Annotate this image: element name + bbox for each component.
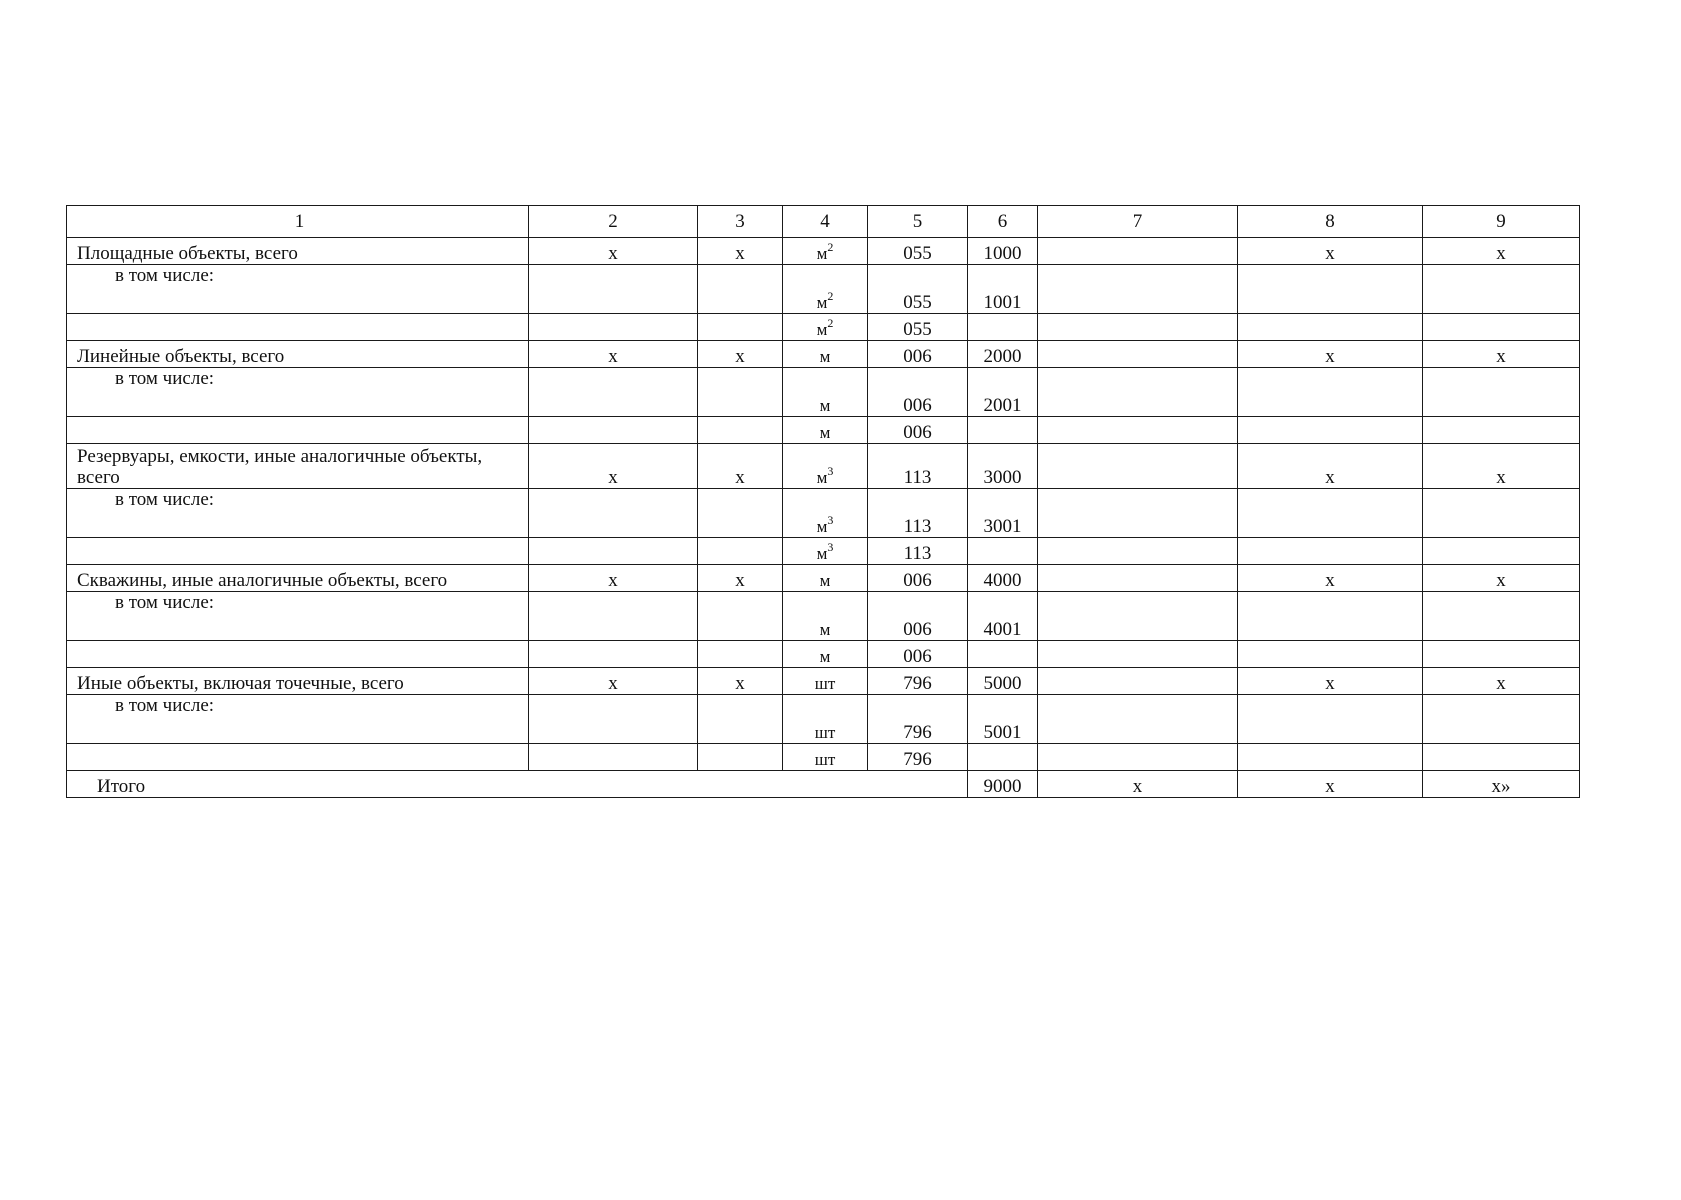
col-8-cell: х <box>1238 771 1423 798</box>
col-6-cell <box>968 641 1038 668</box>
col-3-cell: х <box>698 668 783 695</box>
col-9-cell <box>1423 314 1580 341</box>
unit-cell <box>783 695 868 744</box>
col-2-cell: х <box>529 238 698 265</box>
col-7-cell <box>1038 641 1238 668</box>
unit-cell <box>783 238 868 265</box>
unit-cell <box>783 565 868 592</box>
col-7-cell <box>1038 695 1238 744</box>
col-9-cell: х <box>1423 238 1580 265</box>
unit-cell <box>783 668 868 695</box>
col-8-cell: х <box>1238 444 1423 489</box>
col-2-cell: х <box>529 444 698 489</box>
line-code-cell: 3001 <box>968 489 1038 538</box>
unit-cell <box>783 314 868 341</box>
sub-label: в том числе: <box>67 695 529 744</box>
sub-label: в том числе: <box>67 368 529 417</box>
col-9-cell <box>1423 368 1580 417</box>
subtotal-row <box>67 265 1580 314</box>
col-2-cell <box>529 417 698 444</box>
itogo-label: Итого <box>67 771 968 798</box>
unit-label: м <box>819 423 831 442</box>
col-8-cell <box>1238 744 1423 771</box>
col-8-cell <box>1238 592 1423 641</box>
col-7-cell: х <box>1038 771 1238 798</box>
col-8-cell <box>1238 695 1423 744</box>
column-number-9: 9 <box>1423 206 1580 238</box>
line-code-cell: 4000 <box>968 565 1038 592</box>
line-code-cell: 5001 <box>968 695 1038 744</box>
unit-label: м <box>816 320 828 339</box>
col-8-cell <box>1238 314 1423 341</box>
unit-exponent: 3 <box>827 464 834 478</box>
unit-exponent: 3 <box>827 540 834 554</box>
row-name <box>67 641 529 668</box>
unit-cell <box>783 489 868 538</box>
col-9-cell <box>1423 538 1580 565</box>
unit-exponent: 3 <box>827 513 834 527</box>
total-row <box>67 565 1580 592</box>
okei-code-cell: 006 <box>868 341 968 368</box>
header-row <box>67 206 1580 238</box>
total-row <box>67 444 1580 489</box>
column-number-3: 3 <box>698 206 783 238</box>
col-7-cell <box>1038 238 1238 265</box>
column-number-7: 7 <box>1038 206 1238 238</box>
subtotal-row <box>67 368 1580 417</box>
subtotal-row <box>67 592 1580 641</box>
col-3-cell <box>698 744 783 771</box>
unit-cell <box>783 641 868 668</box>
itogo-row <box>67 771 1580 798</box>
unit-label: шт <box>814 674 836 693</box>
col-2-cell <box>529 695 698 744</box>
col-8-cell <box>1238 489 1423 538</box>
unit-label: м <box>819 620 831 639</box>
col-8-cell: х <box>1238 341 1423 368</box>
unit-label: м <box>819 647 831 666</box>
col-7-cell <box>1038 444 1238 489</box>
line-code-cell: 2001 <box>968 368 1038 417</box>
col-9-cell <box>1423 744 1580 771</box>
col-2-cell <box>529 368 698 417</box>
okei-code-cell: 796 <box>868 695 968 744</box>
total-row <box>67 238 1580 265</box>
column-number-2: 2 <box>529 206 698 238</box>
col-8-cell <box>1238 368 1423 417</box>
col-9-cell <box>1423 641 1580 668</box>
col-3-cell <box>698 695 783 744</box>
col-2-cell: х <box>529 565 698 592</box>
col-6-cell <box>968 744 1038 771</box>
col-8-cell <box>1238 538 1423 565</box>
col-7-cell <box>1038 314 1238 341</box>
line-code-cell: 3000 <box>968 444 1038 489</box>
subtotal-row <box>67 695 1580 744</box>
col-9-cell <box>1423 417 1580 444</box>
unit-label: м <box>819 571 831 590</box>
row-name: Площадные объекты, всего <box>67 238 529 265</box>
column-number-5: 5 <box>868 206 968 238</box>
col-7-cell <box>1038 668 1238 695</box>
col-2-cell <box>529 265 698 314</box>
col-7-cell <box>1038 565 1238 592</box>
subtotal-row <box>67 489 1580 538</box>
col-2-cell <box>529 744 698 771</box>
total-row <box>67 668 1580 695</box>
unit-cell <box>783 368 868 417</box>
unit-label: м <box>816 468 828 487</box>
col-3-cell <box>698 592 783 641</box>
unit-label: м <box>816 244 828 263</box>
unit-cell <box>783 417 868 444</box>
unit-cell <box>783 444 868 489</box>
unit-label: шт <box>814 723 836 742</box>
form-table <box>66 205 1580 798</box>
column-number-8: 8 <box>1238 206 1423 238</box>
col-9-cell: х <box>1423 565 1580 592</box>
row-name <box>67 314 529 341</box>
column-number-6: 6 <box>968 206 1038 238</box>
unit-cell <box>783 592 868 641</box>
blank-row <box>67 417 1580 444</box>
line-code-cell: 1001 <box>968 265 1038 314</box>
col-3-cell <box>698 417 783 444</box>
column-number-1: 1 <box>67 206 529 238</box>
okei-code-cell: 113 <box>868 538 968 565</box>
sub-label: в том числе: <box>67 265 529 314</box>
okei-code-cell: 113 <box>868 489 968 538</box>
column-number-4: 4 <box>783 206 868 238</box>
col-3-cell <box>698 265 783 314</box>
col-3-cell: х <box>698 341 783 368</box>
col-6-cell <box>968 314 1038 341</box>
col-9-cell: х» <box>1423 771 1580 798</box>
unit-label: м <box>816 544 828 563</box>
blank-row <box>67 641 1580 668</box>
okei-code-cell: 796 <box>868 744 968 771</box>
okei-code-cell: 796 <box>868 668 968 695</box>
line-code-cell: 5000 <box>968 668 1038 695</box>
okei-code-cell: 006 <box>868 641 968 668</box>
col-3-cell <box>698 538 783 565</box>
unit-exponent: 2 <box>827 240 834 254</box>
unit-label: м <box>816 293 828 312</box>
col-9-cell <box>1423 695 1580 744</box>
unit-label: м <box>819 396 831 415</box>
col-8-cell: х <box>1238 565 1423 592</box>
unit-exponent: 2 <box>827 289 834 303</box>
col-8-cell: х <box>1238 668 1423 695</box>
col-6-cell <box>968 417 1038 444</box>
col-2-cell <box>529 489 698 538</box>
unit-label: шт <box>814 750 836 769</box>
col-2-cell <box>529 592 698 641</box>
col-3-cell: х <box>698 444 783 489</box>
col-9-cell: х <box>1423 341 1580 368</box>
col-8-cell <box>1238 417 1423 444</box>
col-3-cell: х <box>698 238 783 265</box>
col-7-cell <box>1038 265 1238 314</box>
col-9-cell <box>1423 592 1580 641</box>
col-3-cell: х <box>698 565 783 592</box>
unit-label: м <box>819 347 831 366</box>
blank-row <box>67 744 1580 771</box>
col-9-cell: х <box>1423 444 1580 489</box>
col-9-cell <box>1423 265 1580 314</box>
col-3-cell <box>698 489 783 538</box>
col-7-cell <box>1038 592 1238 641</box>
unit-cell <box>783 538 868 565</box>
col-2-cell <box>529 538 698 565</box>
okei-code-cell: 006 <box>868 592 968 641</box>
sub-label: в том числе: <box>67 592 529 641</box>
col-2-cell <box>529 641 698 668</box>
unit-cell <box>783 744 868 771</box>
blank-row <box>67 538 1580 565</box>
okei-code-cell: 006 <box>868 417 968 444</box>
okei-code-cell: 055 <box>868 314 968 341</box>
sub-label: в том числе: <box>67 489 529 538</box>
line-code-cell: 4001 <box>968 592 1038 641</box>
col-3-cell <box>698 314 783 341</box>
row-name: Иные объекты, включая точечные, всего <box>67 668 529 695</box>
col-6-cell <box>968 538 1038 565</box>
col-7-cell <box>1038 538 1238 565</box>
row-name <box>67 744 529 771</box>
okei-code-cell: 006 <box>868 565 968 592</box>
unit-cell <box>783 265 868 314</box>
line-code-cell: 9000 <box>968 771 1038 798</box>
col-7-cell <box>1038 368 1238 417</box>
okei-code-cell: 055 <box>868 265 968 314</box>
row-name <box>67 417 529 444</box>
col-7-cell <box>1038 489 1238 538</box>
col-8-cell <box>1238 641 1423 668</box>
blank-row <box>67 314 1580 341</box>
line-code-cell: 1000 <box>968 238 1038 265</box>
col-9-cell: х <box>1423 668 1580 695</box>
okei-code-cell: 006 <box>868 368 968 417</box>
col-8-cell <box>1238 265 1423 314</box>
unit-exponent: 2 <box>827 316 834 330</box>
col-3-cell <box>698 368 783 417</box>
col-7-cell <box>1038 341 1238 368</box>
line-code-cell: 2000 <box>968 341 1038 368</box>
row-name: Скважины, иные аналогичные объекты, всего <box>67 565 529 592</box>
col-9-cell <box>1423 489 1580 538</box>
okei-code-cell: 113 <box>868 444 968 489</box>
okei-code-cell: 055 <box>868 238 968 265</box>
col-3-cell <box>698 641 783 668</box>
col-2-cell <box>529 314 698 341</box>
unit-label: м <box>816 517 828 536</box>
total-row <box>67 341 1580 368</box>
col-7-cell <box>1038 744 1238 771</box>
unit-cell <box>783 341 868 368</box>
col-8-cell: х <box>1238 238 1423 265</box>
row-name: Резервуары, емкости, иные аналогичные объекты, всего <box>67 444 529 489</box>
col-2-cell: х <box>529 341 698 368</box>
col-2-cell: х <box>529 668 698 695</box>
row-name: Линейные объекты, всего <box>67 341 529 368</box>
col-7-cell <box>1038 417 1238 444</box>
row-name <box>67 538 529 565</box>
